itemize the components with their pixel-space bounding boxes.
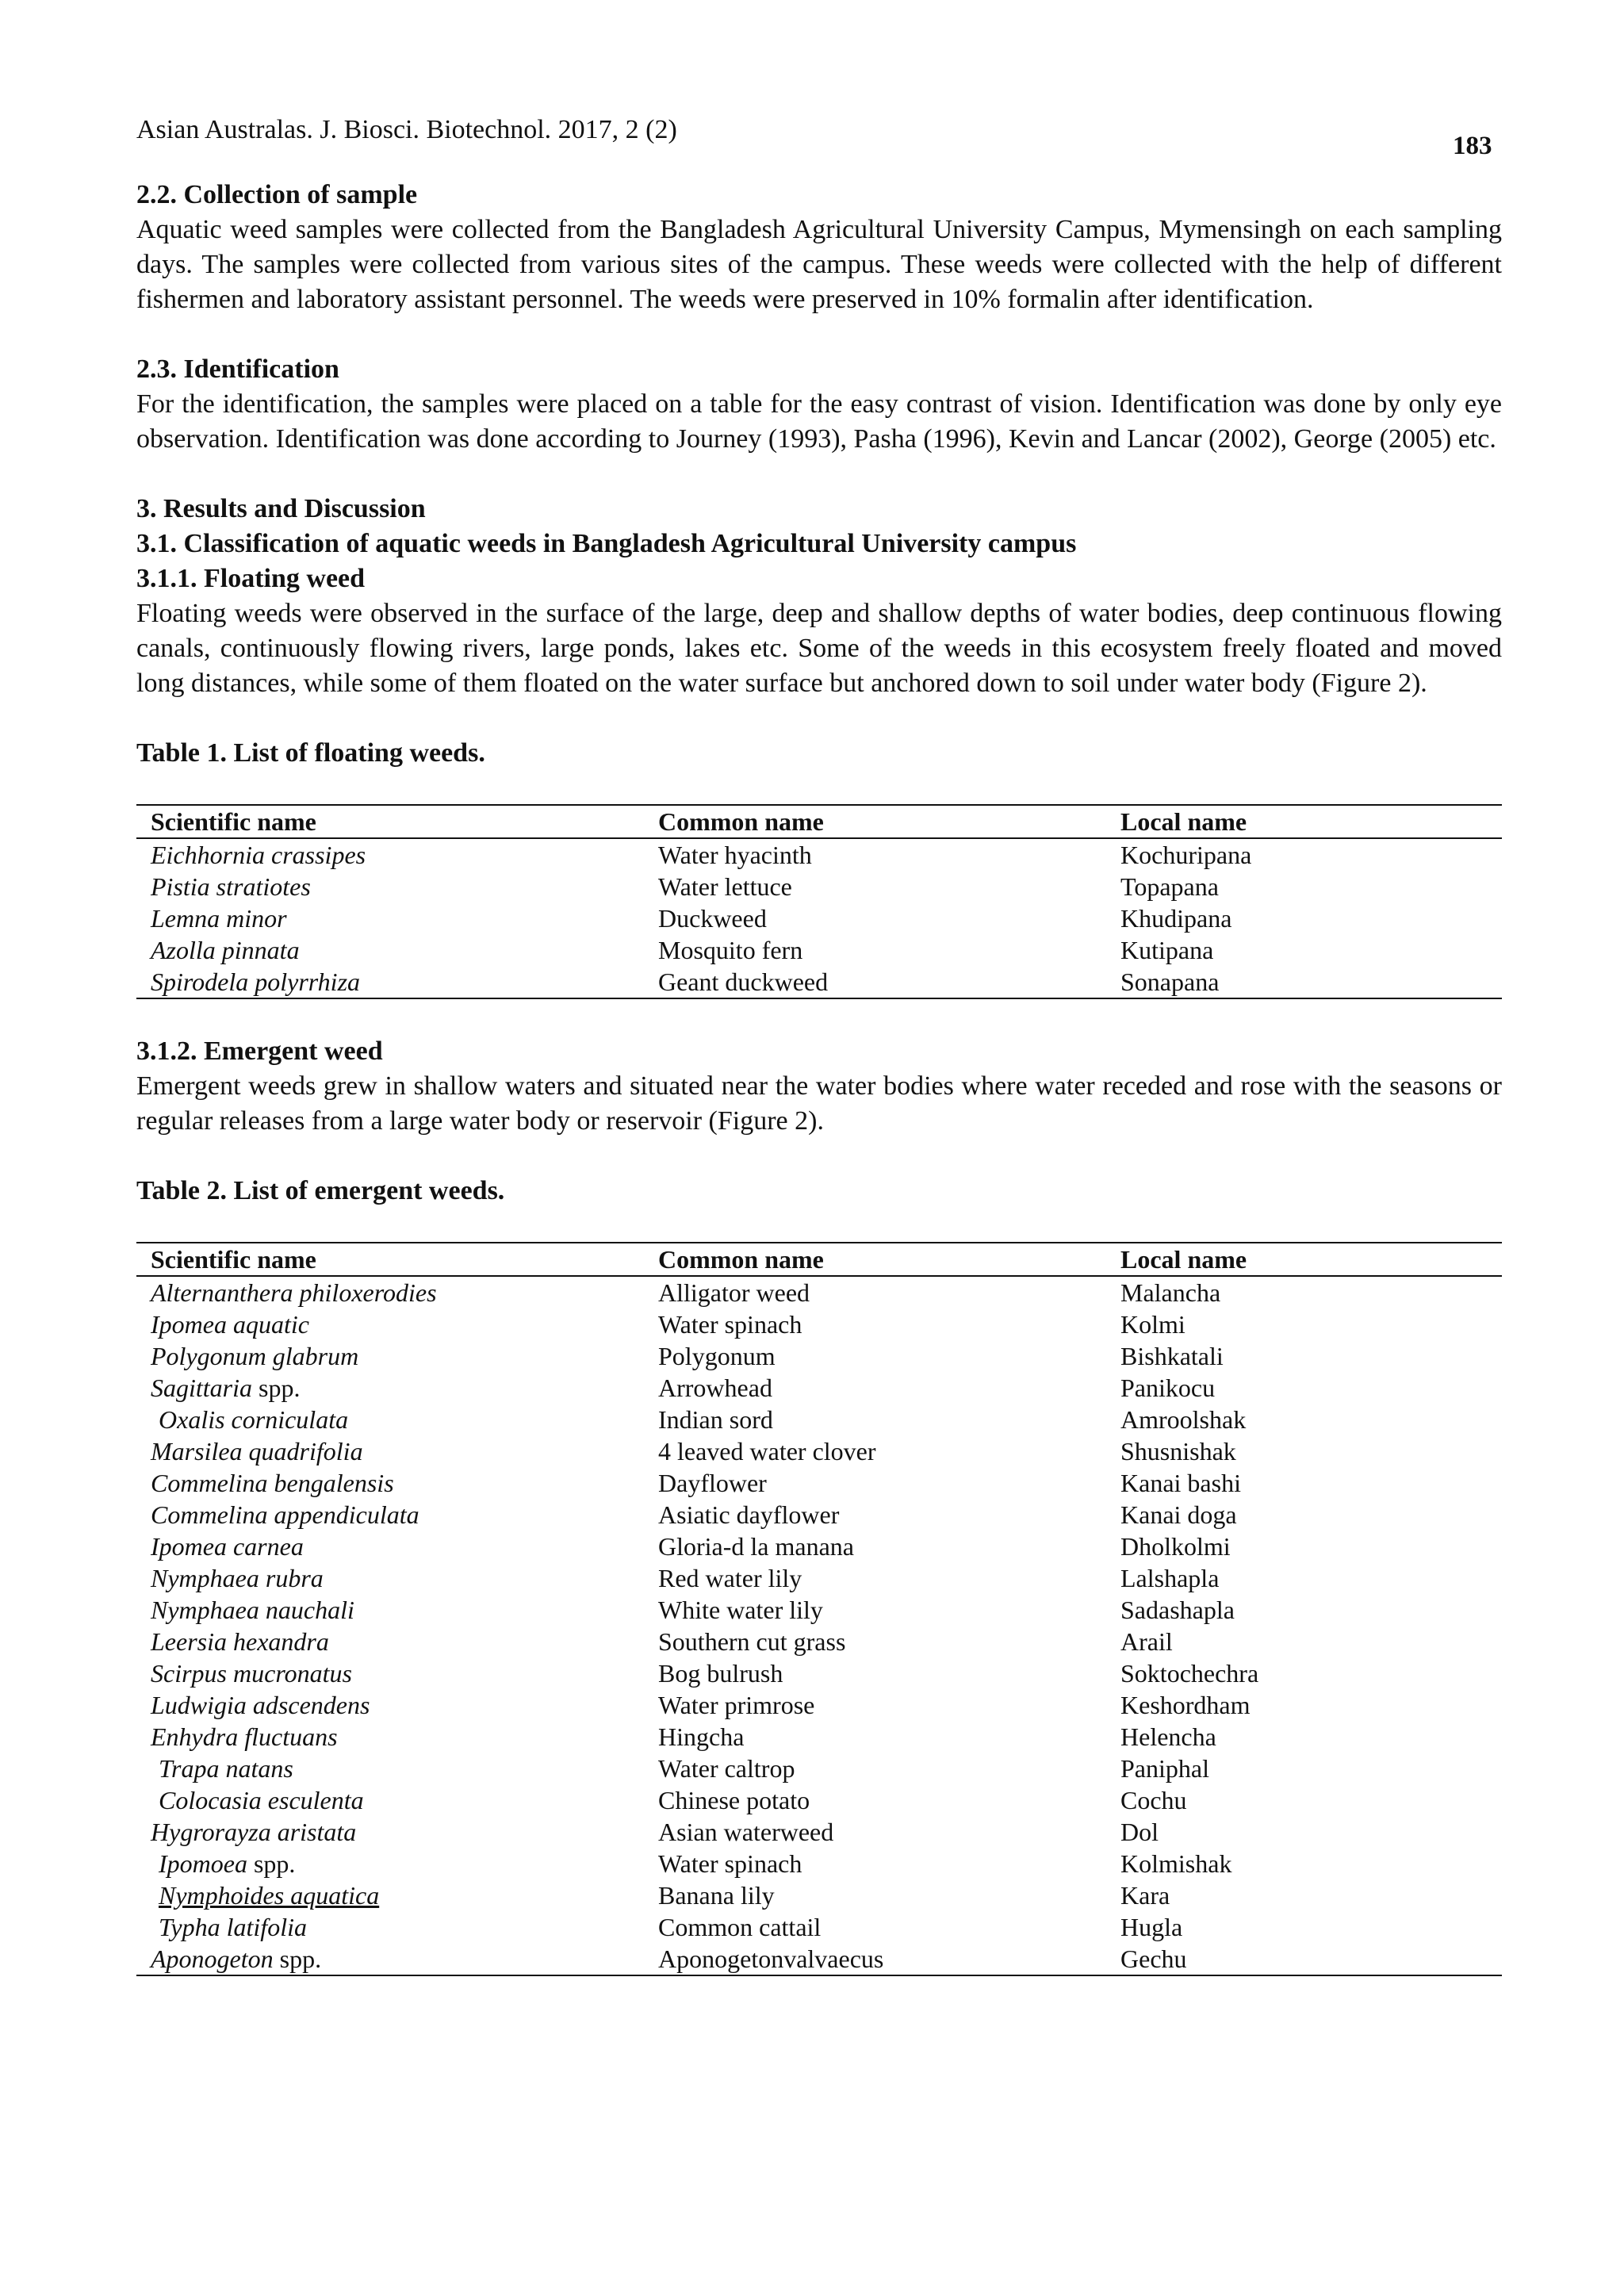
- local-name-cell: Helencha: [1120, 1722, 1216, 1751]
- scientific-name-cell: Nymphaea nauchali: [151, 1596, 354, 1624]
- table-row: [136, 1467, 1502, 1499]
- common-name-cell: Banana lily: [658, 1881, 775, 1910]
- common-name-cell: Chinese potato: [658, 1786, 810, 1814]
- common-name-cell: Indian sord: [658, 1405, 773, 1434]
- local-name-cell: Kanai bashi: [1120, 1469, 1241, 1497]
- common-name-cell: Common cattail: [658, 1913, 822, 1941]
- spacer: [136, 317, 1502, 352]
- table-row: [136, 1340, 1502, 1372]
- local-name-cell: Arail: [1120, 1627, 1173, 1656]
- table-row: [136, 871, 1502, 902]
- table1-caption: Table 1. List of floating weeds.: [136, 738, 485, 768]
- table-row: [136, 1657, 1502, 1689]
- spacer: [136, 1139, 1502, 1174]
- common-name-cell: Red water lily: [658, 1564, 802, 1592]
- local-name-cell: Khudipana: [1120, 904, 1232, 933]
- local-name-cell: Kochuripana: [1120, 841, 1252, 869]
- local-name-cell: Gechu: [1106, 1943, 1502, 1975]
- common-name-cell: Geant duckweed: [644, 966, 1106, 998]
- scientific-name-cell: Commelina appendiculata: [151, 1500, 419, 1529]
- common-name-cell: Polygonum: [658, 1342, 776, 1370]
- scientific-name-cell: Spirodela polyrrhiza: [136, 966, 644, 998]
- common-name-cell: Hingcha: [658, 1722, 745, 1751]
- local-name-cell: Amroolshak: [1120, 1405, 1247, 1434]
- common-name-cell: Water spinach: [658, 1310, 802, 1339]
- table-row: [136, 1594, 1502, 1626]
- table-row: [136, 1784, 1502, 1816]
- table-header-row: [136, 805, 1502, 838]
- spacer: [136, 1209, 1502, 1242]
- table-row: [136, 1848, 1502, 1879]
- scientific-name-cell: Nymphaea rubra: [151, 1564, 324, 1592]
- scientific-name-cell: Pistia stratiotes: [151, 872, 311, 901]
- scientific-name-cell: Leersia hexandra: [151, 1627, 329, 1656]
- spp-suffix: spp.: [253, 1849, 296, 1878]
- table-row: [136, 934, 1502, 966]
- table-row: [136, 1531, 1502, 1562]
- scientific-name-cell: Scirpus mucronatus: [151, 1659, 352, 1688]
- local-name-cell: Dol: [1120, 1818, 1159, 1846]
- column-header-local: Local name: [1106, 1243, 1502, 1276]
- scientific-name-cell: Alternanthera philoxerodies: [151, 1278, 437, 1307]
- local-name-cell: Hugla: [1120, 1913, 1183, 1941]
- common-name-cell: Water primrose: [658, 1691, 815, 1719]
- column-header-local: Local name: [1106, 805, 1502, 838]
- local-name-cell: Sadashapla: [1120, 1596, 1235, 1624]
- page-content: [136, 178, 1502, 1976]
- scientific-name-cell: Azolla pinnata: [151, 936, 300, 964]
- scientific-name-cell: Eichhornia crassipes: [151, 841, 366, 869]
- local-name-cell: Topapana: [1120, 872, 1219, 901]
- spp-suffix: spp.: [259, 1374, 301, 1402]
- section-heading-classification: 3.1. Classification of aquatic weeds in Bangladesh Agricultural University campus: [136, 529, 1077, 558]
- table-row: [136, 1308, 1502, 1340]
- table-row: [136, 902, 1502, 934]
- table-row: [136, 966, 1502, 998]
- section-heading-floating-weed: 3.1.1. Floating weed: [136, 564, 366, 593]
- table-row: [136, 1689, 1502, 1721]
- column-header-common: Common name: [644, 805, 1106, 838]
- column-header-scientific: Scientific name: [136, 1243, 644, 1276]
- local-name-cell: Sonapana: [1106, 966, 1502, 998]
- common-name-cell: Bog bulrush: [658, 1659, 783, 1688]
- table-row: [136, 1435, 1502, 1467]
- table2-caption: Table 2. List of emergent weeds.: [136, 1176, 505, 1205]
- common-name-cell: Water lettuce: [658, 872, 792, 901]
- common-name-cell: Asiatic dayflower: [658, 1500, 840, 1529]
- spp-suffix: spp.: [279, 1944, 322, 1973]
- scientific-name-cell: Oxalis corniculata: [159, 1405, 349, 1434]
- paragraph-identification: For the identification, the samples were placed on a table for the easy contrast of vision. Identification was done by only eye observation. Identification was done according to Journey (1993), Pasha (1996), Kevin and Lancar (2002), George (2005) etc.: [136, 389, 1502, 454]
- section-heading-results: 3. Results and Discussion: [136, 494, 426, 523]
- table-header-row: [136, 1243, 1502, 1276]
- column-header-common: Common name: [644, 1243, 1106, 1276]
- local-name-cell: Soktochechra: [1120, 1659, 1259, 1688]
- common-name-cell: Water hyacinth: [658, 841, 812, 869]
- section-heading-collection: 2.2. Collection of sample: [136, 180, 418, 209]
- common-name-cell: 4 leaved water clover: [658, 1437, 876, 1466]
- table-row: [136, 1404, 1502, 1435]
- paragraph-collection: Aquatic weed samples were collected from the Bangladesh Agricultural University Campus, Mymensingh on each sampling days. The samples were collected from various sites of the campus. These weeds were collected with the help of different fishermen and laboratory assistant personnel. The weeds were preserved in 10% formalin after identification.: [136, 215, 1502, 314]
- genus-name: Ipomoea: [159, 1849, 247, 1878]
- common-name-cell: Dayflower: [658, 1469, 767, 1497]
- spacer: [136, 457, 1502, 492]
- underlined-scientific-name: Nymphoides aquatica: [159, 1881, 380, 1910]
- common-name-cell: Duckweed: [658, 904, 767, 933]
- scientific-name-cell: Trapa natans: [159, 1754, 293, 1783]
- common-name-cell: Water spinach: [658, 1849, 802, 1878]
- paragraph-emergent-weed: Emergent weeds grew in shallow waters and situated near the water bodies where water receded and rose with the seasons or regular releases from a large water body or reservoir (Figure 2).: [136, 1071, 1502, 1136]
- scientific-name-cell: Marsilea quadrifolia: [151, 1437, 363, 1466]
- local-name-cell: Dholkolmi: [1120, 1532, 1231, 1561]
- table-row: [136, 1816, 1502, 1848]
- section-heading-emergent-weed: 3.1.2. Emergent weed: [136, 1036, 383, 1066]
- local-name-cell: Lalshapla: [1120, 1564, 1220, 1592]
- table-row: [136, 1911, 1502, 1943]
- table-row: [136, 1753, 1502, 1784]
- common-name-cell: Arrowhead: [658, 1374, 772, 1402]
- spacer: [136, 701, 1502, 736]
- scientific-name-cell: Ipomea carnea: [151, 1532, 304, 1561]
- scientific-name-cell: Ludwigia adscendens: [151, 1691, 370, 1719]
- table-row: [136, 1562, 1502, 1594]
- journal-header: Asian Australas. J. Biosci. Biotechnol. 2017, 2 (2): [136, 115, 677, 144]
- scientific-name-cell: Lemna minor: [151, 904, 287, 933]
- local-name-cell: Kolmi: [1120, 1310, 1185, 1339]
- local-name-cell: Bishkatali: [1120, 1342, 1224, 1370]
- column-header-scientific: Scientific name: [136, 805, 644, 838]
- local-name-cell: Paniphal: [1120, 1754, 1209, 1783]
- local-name-cell: Panikocu: [1120, 1374, 1216, 1402]
- common-name-cell: Water caltrop: [658, 1754, 795, 1783]
- local-name-cell: Kanai doga: [1120, 1500, 1237, 1529]
- common-name-cell: Southern cut grass: [658, 1627, 846, 1656]
- scientific-name-cell: Polygonum glabrum: [151, 1342, 359, 1370]
- scientific-name-cell: Typha latifolia: [159, 1913, 307, 1941]
- table-row: [136, 1372, 1502, 1404]
- common-name-cell: Aponogetonvalvaecus: [644, 1943, 1106, 1975]
- table-row: [136, 1499, 1502, 1531]
- local-name-cell: Shusnishak: [1120, 1437, 1236, 1466]
- emergent-weeds-table: [136, 1242, 1502, 1976]
- common-name-cell: White water lily: [658, 1596, 823, 1624]
- scientific-name-cell: Ipomea aquatic: [151, 1310, 309, 1339]
- scientific-name-cell: Colocasia esculenta: [159, 1786, 364, 1814]
- common-name-cell: Alligator weed: [658, 1278, 810, 1307]
- floating-weeds-table: [136, 804, 1502, 999]
- table-row: [136, 838, 1502, 871]
- table-row: [136, 1943, 1502, 1975]
- local-name-cell: Cochu: [1120, 1786, 1187, 1814]
- scientific-name-cell: [136, 1372, 644, 1404]
- table-row: [136, 1626, 1502, 1657]
- paragraph-floating-weed: Floating weeds were observed in the surface of the large, deep and shallow depths of water bodies, deep continuous flowing canals, continuously flowing rivers, large ponds, lakes etc. Some of the weeds in this ecosystem freely floated and moved long distances, while some of them floated on the water surface but anchored down to soil under water body (Figure 2).: [136, 599, 1502, 698]
- table-row: [136, 1879, 1502, 1911]
- scientific-name-cell: [136, 1943, 644, 1975]
- scientific-name-cell: Enhydra fluctuans: [151, 1722, 338, 1751]
- spacer: [136, 771, 1502, 804]
- local-name-cell: Kutipana: [1120, 936, 1214, 964]
- scientific-name-cell: [136, 1848, 644, 1879]
- scientific-name-cell: [136, 1879, 644, 1911]
- scientific-name-cell: Hygrorayza aristata: [151, 1818, 357, 1846]
- common-name-cell: Asian waterweed: [658, 1818, 834, 1846]
- local-name-cell: Keshordham: [1120, 1691, 1251, 1719]
- local-name-cell: Kara: [1120, 1881, 1170, 1910]
- genus-name: Aponogeton: [151, 1944, 274, 1973]
- table-row: [136, 1721, 1502, 1753]
- scientific-name-cell: Commelina bengalensis: [151, 1469, 394, 1497]
- section-heading-identification: 2.3. Identification: [136, 354, 339, 384]
- common-name-cell: Mosquito fern: [658, 936, 803, 964]
- spacer: [136, 999, 1502, 1034]
- genus-name: Sagittaria: [151, 1374, 253, 1402]
- local-name-cell: Malancha: [1120, 1278, 1221, 1307]
- local-name-cell: Kolmishak: [1120, 1849, 1232, 1878]
- page-number: 183: [1453, 132, 1492, 160]
- common-name-cell: Gloria-d la manana: [658, 1532, 854, 1561]
- table-row: [136, 1276, 1502, 1308]
